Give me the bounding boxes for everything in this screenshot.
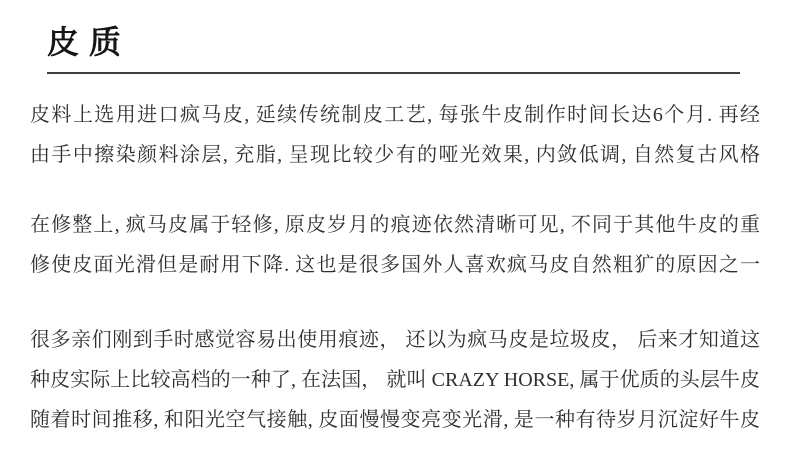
text-line: 随着时间推移, 和阳光空气接触, 皮面慢慢变亮变光滑, 是一种有待岁月沉淀好牛皮	[30, 409, 760, 431]
text-line: 皮料上选用进口疯马皮, 延续传统制皮工艺, 每张牛皮制作时间长达6个月. 再经	[30, 104, 760, 126]
text-line: 由手中擦染颜料涂层, 充脂, 呈现比较少有的哑光效果, 内敛低调, 自然复古风格	[30, 144, 760, 166]
paragraph-crazy-horse-quality	[30, 320, 760, 440]
text-line: 修使皮面光滑但是耐用下降. 这也是很多国外人喜欢疯马皮自然粗犷的原因之一	[30, 254, 760, 276]
text-line: 种皮实际上比较高档的一种了, 在法国， 就叫 CRAZY HORSE, 属于优质的头层牛皮	[30, 369, 760, 391]
paragraph-leather-finishing	[30, 205, 760, 285]
text-line: 很多亲们刚到手时感觉容易出使用痕迹， 还以为疯马皮是垃圾皮， 后来才知道这	[30, 329, 760, 351]
title-divider	[47, 72, 740, 74]
description-content	[0, 95, 790, 440]
text-line: 在修整上, 疯马皮属于轻修, 原皮岁月的痕迹依然清晰可见, 不同于其他牛皮的重	[30, 214, 760, 236]
page-title: 皮质	[47, 24, 132, 60]
paragraph-leather-material	[30, 95, 760, 175]
